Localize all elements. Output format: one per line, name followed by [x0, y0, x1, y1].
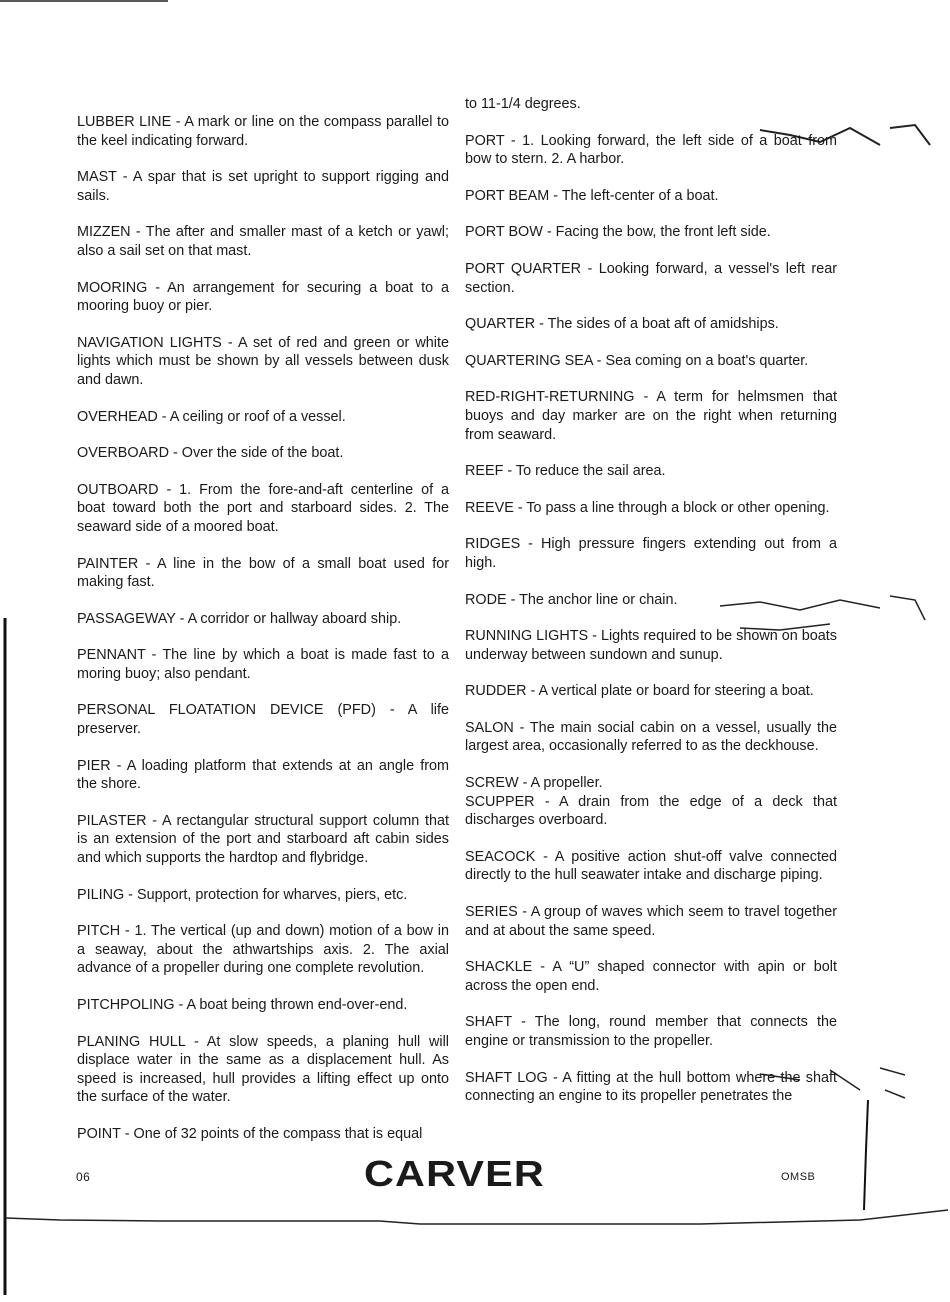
glossary-entry-point: POINT - One of 32 points of the compass that is equal — [77, 1125, 423, 1142]
glossary-entry-painter: PAINTER - A line in the bow of a small boat used for making fast. — [77, 555, 449, 591]
glossary-entry-seacock: SEACOCK - A positive action shut-off valve connected directly to the hull seawater intake and discharge piping. — [465, 848, 837, 884]
right-column — [465, 95, 837, 1106]
glossary-entry-lubber-line: LUBBER LINE - A mark or line on the compass parallel to the keel indicating forward. — [77, 114, 449, 149]
glossary-entry-quartering-sea: QUARTERING SEA - Sea coming on a boat's quarter. — [465, 352, 809, 369]
glossary-entry-shaft-log: SHAFT LOG - A fitting at the hull bottom where the shaft connecting an engine to its propeller penetrates the — [465, 1069, 837, 1105]
glossary-entry-mast: MAST - A spar that is set upright to support rigging and sails. — [77, 169, 449, 204]
glossary-entry-port-quarter: PORT QUARTER - Looking forward, a vessel's left rear section. — [465, 260, 837, 296]
glossary-entry-shackle: SHACKLE - A “U” shaped connector with apin or bolt across the open end. — [465, 959, 837, 994]
glossary-entry-port-bow: PORT BOW - Facing the bow, the front left side. — [465, 224, 771, 241]
right-edge-line — [864, 1100, 868, 1210]
glossary-entry-series: SERIES - A group of waves which seem to travel together and at about the same speed. — [465, 904, 837, 939]
glossary-entry-pilaster: PILASTER - A rectangular structural support column that is an extension of the port and starboard aft cabin sides and which supports the hardtop and flybridge. — [77, 812, 449, 867]
page-number: 06 — [76, 1170, 91, 1184]
glossary-entry-rudder: RUDDER - A vertical plate or board for steering a boat. — [465, 683, 814, 700]
glossary-entry-planing-hull: PLANING HULL - At slow speeds, a planing hull will displace water in the same as a displacement hull. As speed is increased, hull provides a lifting effect up onto the surface of the water. — [77, 1033, 449, 1106]
glossary-entry-ridges: RIDGES - High pressure fingers extending out from a high. — [465, 536, 837, 571]
bottom-rule — [6, 1210, 948, 1224]
glossary-entry-port: PORT - 1. Looking forward, the left side of a boat from bow to stern. 2. A harbor. — [465, 132, 837, 168]
left-column — [77, 113, 449, 1144]
glossary-entry-reeve: REEVE - To pass a line through a block or other opening. — [465, 499, 830, 516]
glossary-entry-red-right-returning: RED-RIGHT-RETURNING - A term for helmsmen that buoys and day marker are on the right when returning from seaward. — [465, 389, 837, 443]
glossary-entry-overhead: OVERHEAD - A ceiling or roof of a vessel. — [77, 408, 346, 425]
glossary-entry-shaft: SHAFT - The long, round member that connects the engine or transmission to the propeller. — [465, 1014, 837, 1049]
glossary-entry-overboard: OVERBOARD - Over the side of the boat. — [77, 445, 344, 462]
glossary-entry-pier: PIER - A loading platform that extends at an angle from the shore. — [77, 757, 449, 793]
brand-logo-text: CARVER — [364, 1153, 545, 1194]
document-code: OMSB — [781, 1171, 816, 1183]
glossary-entry-navigation-lights: NAVIGATION LIGHTS - A set of red and green or white lights which must be shown by all vessels between dusk and dawn. — [77, 334, 449, 388]
glossary-entry-pfd: PERSONAL FLOATATION DEVICE (PFD) - A life preserver. — [77, 702, 449, 738]
glossary-entry-mooring: MOORING - An arrangement for securing a boat to a mooring buoy or pier. — [77, 279, 449, 315]
glossary-entry-port-beam: PORT BEAM - The left-center of a boat. — [465, 187, 719, 204]
glossary-entry-pennant: PENNANT - The line by which a boat is made fast to a moring buoy; also pendant. — [77, 647, 449, 682]
glossary-entry-pitch: PITCH - 1. The vertical (up and down) motion of a bow in a seaway, about the athwartships axis. 2. The axial advance of a propeller during one complete revolution. — [77, 923, 449, 977]
glossary-entry-pitchpoling: PITCHPOLING - A boat being thrown end-over-end. — [77, 997, 408, 1013]
glossary-entry-outboard: OUTBOARD - 1. From the fore-and-aft centerline of a boat toward both the port and starboard sides. 2. The seaward side of a moored boat. — [77, 481, 449, 535]
glossary-entry-running-lights: RUNNING LIGHTS - Lights required to be shown on boats underway between sundown and sunup. — [465, 628, 837, 663]
glossary-entry-rode: RODE - The anchor line or chain. — [465, 591, 678, 608]
glossary-entry-point-continued: to 11-1/4 degrees. — [465, 96, 581, 112]
glossary-entry-screw: SCREW - A propeller. — [465, 775, 603, 792]
glossary-entry-salon: SALON - The main social cabin on a vessel, usually the largest area, occasionally referred to as the deckhouse. — [465, 719, 837, 755]
glossary-entry-piling: PILING - Support, protection for wharves, piers, etc. — [77, 886, 408, 903]
glossary-entry-quarter: QUARTER - The sides of a boat aft of amidships. — [465, 316, 779, 333]
glossary-entry-scupper: SCUPPER - A drain from the edge of a deck that discharges overboard. — [465, 793, 837, 829]
glossary-entry-mizzen: MIZZEN - The after and smaller mast of a ketch or yawl; also a sail set on that mast. — [77, 224, 449, 259]
glossary-entry-passageway: PASSAGEWAY - A corridor or hallway aboard ship. — [77, 610, 402, 627]
glossary-entry-reef: REEF - To reduce the sail area. — [465, 463, 666, 480]
